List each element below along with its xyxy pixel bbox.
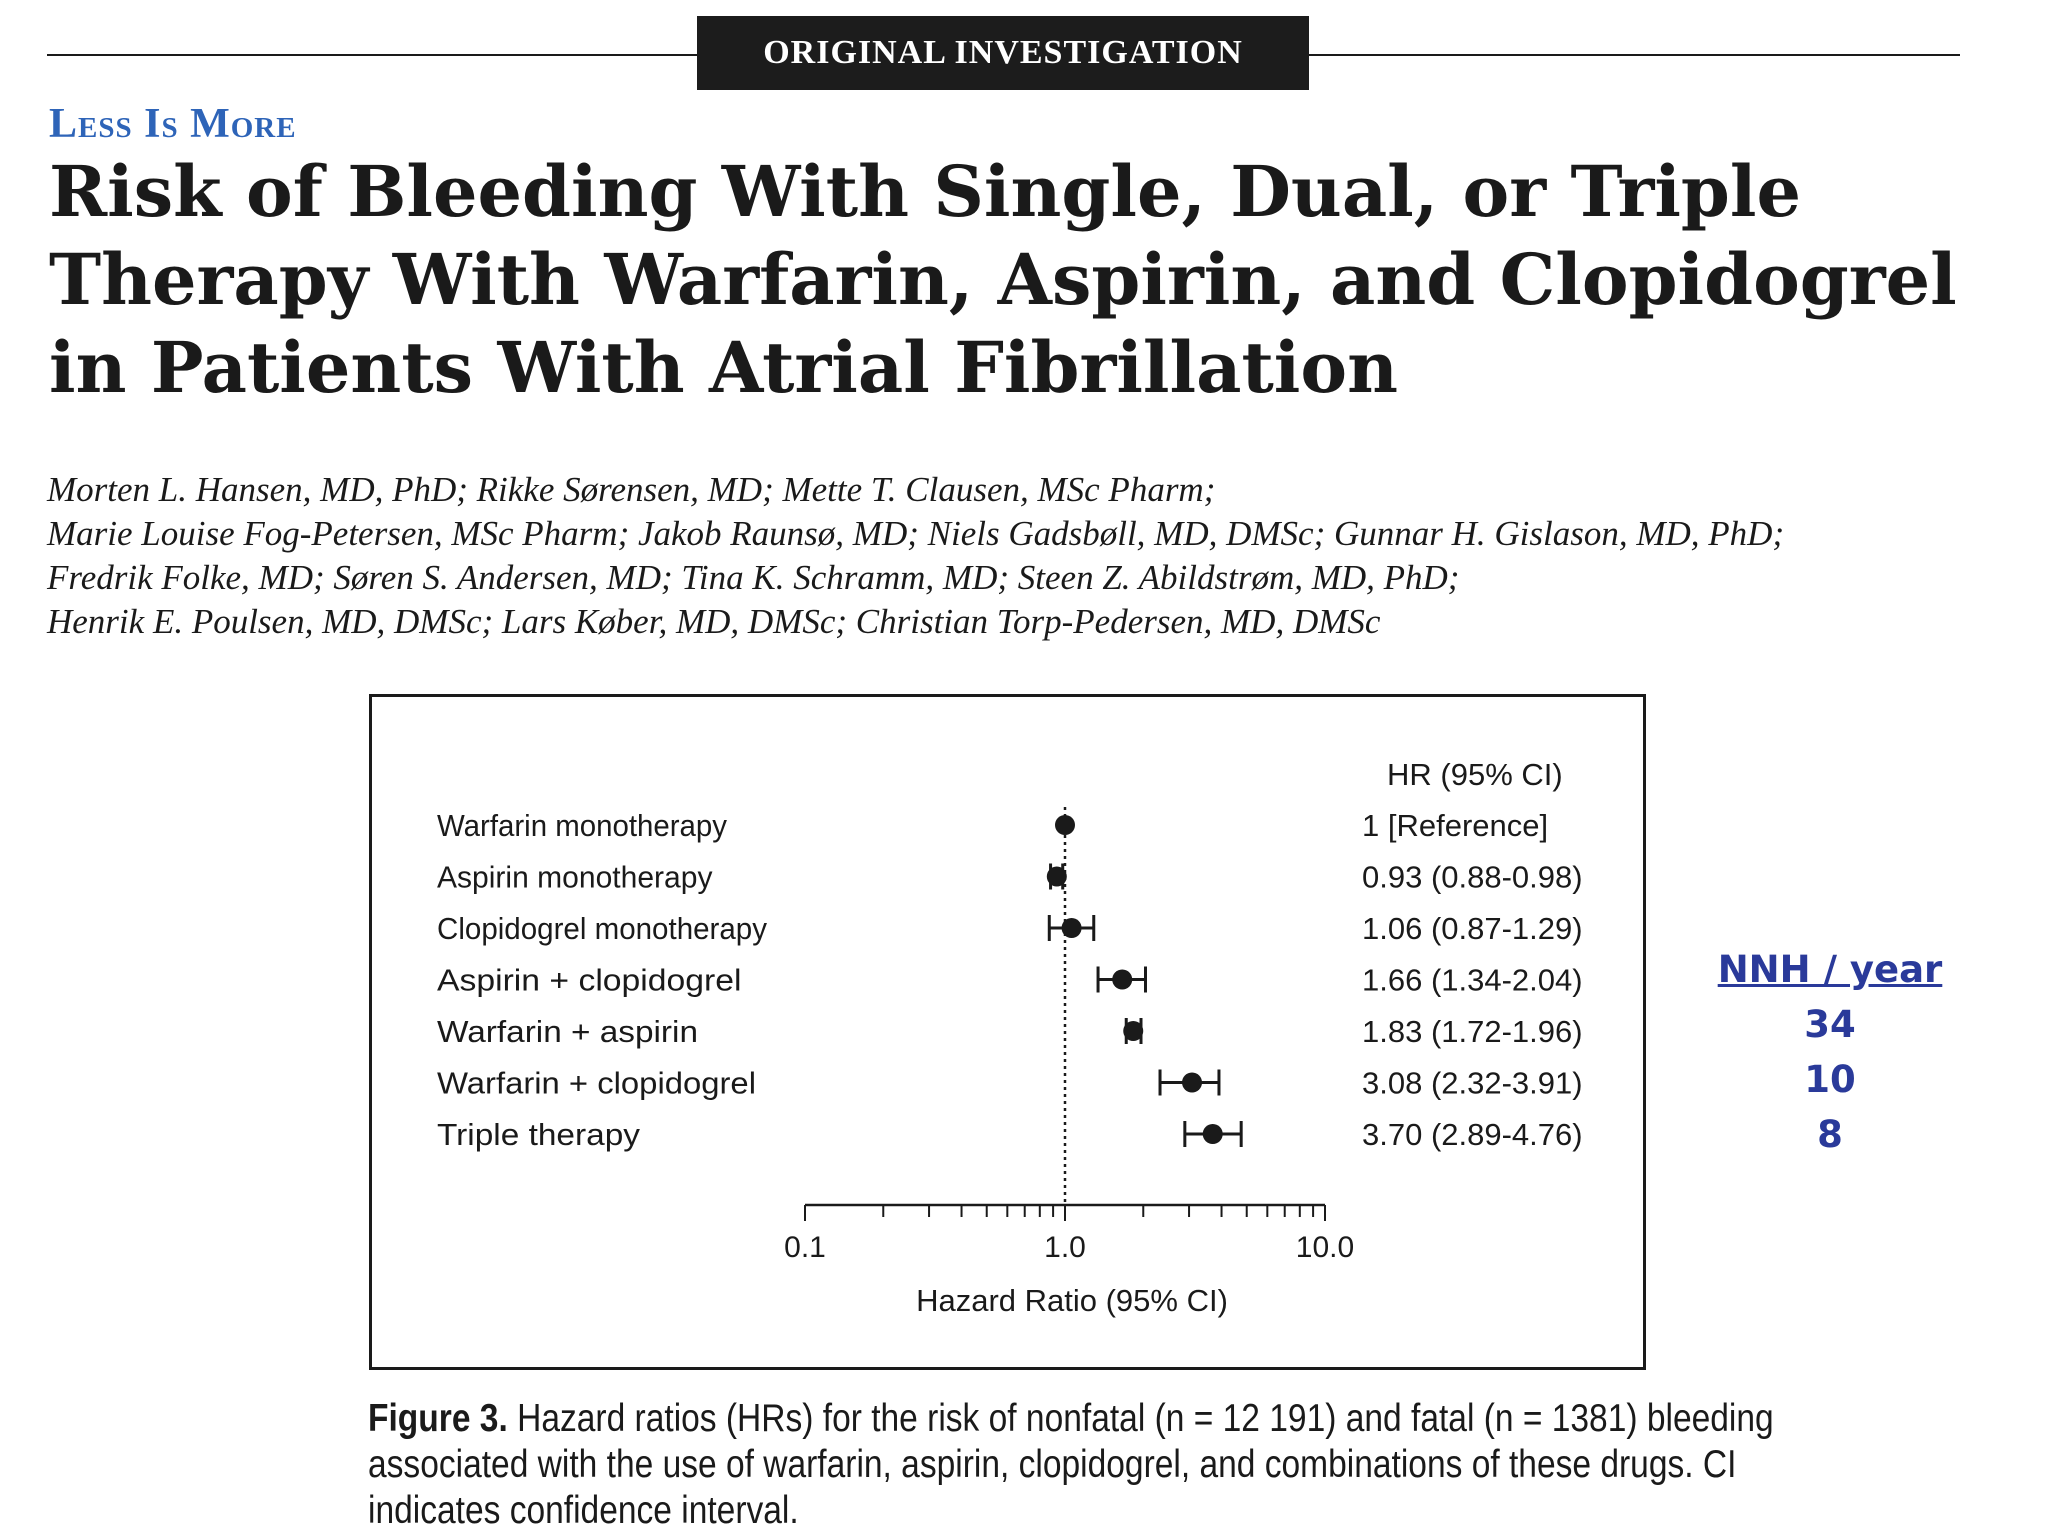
author-line: Marie Louise Fog-Petersen, MSc Pharm; Jakob Raunsø, MD; Niels Gadsbøll, MD, DMSc; Gunnar H. Gislason, MD, PhD; (47, 514, 1785, 553)
hr-point (1182, 1073, 1202, 1093)
forest-plot (372, 697, 1643, 1367)
author-line: Fredrik Folke, MD; Søren S. Andersen, MD; Tina K. Schramm, MD; Steen Z. Abildstrøm, MD, PhD; (47, 558, 1460, 597)
row-label: Aspirin + clopidogrel (437, 962, 742, 998)
row-label: Triple therapy (437, 1117, 641, 1152)
nnh-value: 34 (1804, 1003, 1856, 1046)
hr-point (1203, 1124, 1223, 1144)
hr-point (1062, 918, 1082, 938)
hr-point (1047, 867, 1067, 887)
caption-label: Figure 3. (368, 1397, 508, 1440)
row-label: Clopidogrel monotherapy (437, 911, 768, 946)
row-label: Warfarin monotherapy (437, 808, 728, 843)
figure-frame (369, 694, 1646, 1370)
row-label: Aspirin monotherapy (437, 859, 713, 895)
row-label: Warfarin + aspirin (437, 1014, 698, 1049)
hr-value-text: 3.08 (2.32-3.91) (1362, 1065, 1583, 1101)
article-title (49, 148, 1957, 412)
nnh-value: 8 (1817, 1113, 1843, 1156)
author-line: Henrik E. Poulsen, MD, DMSc; Lars Køber, MD, DMSc; Christian Torp-Pedersen, MD, DMSc (47, 602, 1381, 641)
nnh-heading: NNH / year (1717, 948, 1943, 991)
hr-value-text: 1.83 (1.72-1.96) (1362, 1014, 1583, 1049)
title-line: in Patients With Atrial Fibrillation (49, 326, 1398, 409)
hr-point (1112, 970, 1132, 990)
x-tick-label: 10.0 (1295, 1231, 1355, 1264)
x-tick-label: 1.0 (1044, 1231, 1086, 1264)
x-axis-label: Hazard Ratio (95% CI) (916, 1283, 1228, 1318)
x-tick-label: 0.1 (784, 1231, 826, 1264)
hr-point (1123, 1021, 1143, 1041)
nnh-panel (1700, 948, 1960, 1162)
section-banner: ORIGINAL INVESTIGATION (697, 16, 1309, 90)
author-line: Morten L. Hansen, MD, PhD; Rikke Sørensen, MD; Mette T. Clausen, MSc Pharm; (47, 470, 1216, 509)
caption-text: Hazard ratios (HRs) for the risk of nonfatal (n = 12 191) and fatal (n = 1381) bleeding associated with the use of warfarin, aspirin, clopidogrel, and combinations of these drugs. CI indicates confidence interval. (368, 1397, 1774, 1532)
figure-caption (368, 1396, 1796, 1534)
author-list (47, 468, 2007, 644)
hr-value-text: 1 [Reference] (1362, 808, 1549, 843)
section-label: Less Is More (49, 101, 297, 147)
hr-value-text: 1.06 (0.87-1.29) (1362, 911, 1583, 946)
nnh-value: 10 (1804, 1058, 1856, 1101)
hr-value-text: 1.66 (1.34-2.04) (1362, 962, 1583, 998)
row-label: Warfarin + clopidogrel (437, 1065, 756, 1101)
hr-column-header: HR (95% CI) (1387, 757, 1563, 792)
title-line: Risk of Bleeding With Single, Dual, or Triple (49, 150, 1801, 233)
hr-point (1055, 815, 1075, 835)
hr-value-text: 3.70 (2.89-4.76) (1362, 1117, 1583, 1152)
title-line: Therapy With Warfarin, Aspirin, and Clopidogrel (49, 238, 1957, 321)
hr-value-text: 0.93 (0.88-0.98) (1362, 859, 1583, 895)
